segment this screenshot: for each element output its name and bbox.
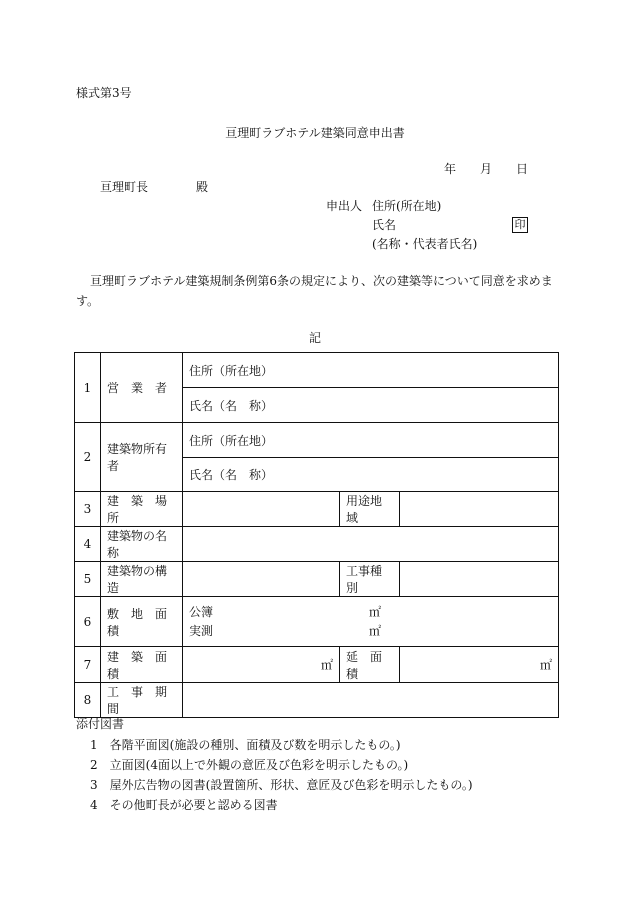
owner-name-label: 氏名（名 称） bbox=[189, 468, 274, 482]
registry-area-unit: ㎡ bbox=[369, 604, 382, 619]
applicant-label: 申出人 bbox=[326, 199, 363, 213]
structure-value-cell[interactable] bbox=[183, 562, 340, 597]
applicant-org-label: (名称・代表者氏名) bbox=[372, 237, 478, 251]
measured-area-unit: ㎡ bbox=[369, 623, 382, 638]
table-row bbox=[75, 423, 559, 458]
measured-area-label: 実測 bbox=[189, 623, 214, 638]
row-number: 4 bbox=[75, 527, 101, 562]
row-number: 5 bbox=[75, 562, 101, 597]
operator-name-label: 氏名（名 称） bbox=[189, 398, 274, 413]
applicant-address-label: 住所(所在地) bbox=[372, 199, 442, 213]
site-area-cell[interactable] bbox=[183, 597, 559, 647]
owner-address-cell[interactable] bbox=[183, 423, 559, 458]
row-label-owner: 建築物所有者 bbox=[101, 423, 183, 492]
row-label-building-area: 建 築 面 積 bbox=[101, 647, 183, 683]
form-number: 様式第3号 bbox=[76, 86, 132, 100]
table-row bbox=[75, 597, 559, 647]
registry-area-label: 公簿 bbox=[189, 604, 214, 619]
row-label-structure: 建築物の構造 bbox=[101, 562, 183, 597]
row-number: 7 bbox=[75, 647, 101, 683]
row-number: 8 bbox=[75, 683, 101, 718]
table-row bbox=[75, 492, 559, 527]
row-number: 1 bbox=[75, 353, 101, 423]
site-value-cell[interactable] bbox=[183, 492, 340, 527]
date-day-label: 日 bbox=[516, 162, 529, 176]
table-row bbox=[75, 647, 559, 683]
table-row bbox=[75, 353, 559, 388]
request-paragraph-line1: 亘理町ラブホテル建築規制条例第6条の規定により、次の建築等について同意を求めま bbox=[90, 274, 553, 288]
work-type-value-cell[interactable] bbox=[400, 562, 559, 597]
table-row bbox=[75, 527, 559, 562]
owner-name-cell[interactable] bbox=[183, 458, 559, 492]
row-label-construction-period: 工 事 期 間 bbox=[101, 683, 183, 718]
building-area-cell[interactable] bbox=[183, 647, 340, 683]
ki-heading: 記 bbox=[308, 331, 321, 345]
table-row bbox=[75, 562, 559, 597]
addressee: 亘理町長 bbox=[100, 180, 149, 194]
total-floor-area-unit: ㎡ bbox=[540, 658, 553, 672]
date-year-label: 年 bbox=[444, 162, 457, 176]
attachment-item: 3 屋外広告物の図書(設置箇所、形状、意匠及び色彩を明示したもの。) bbox=[90, 778, 473, 792]
construction-period-cell[interactable] bbox=[183, 683, 559, 718]
attachment-item: 4 その他町長が必要と認める図書 bbox=[90, 798, 278, 812]
building-name-cell[interactable] bbox=[183, 527, 559, 562]
row-label-site-area: 敷 地 面 積 bbox=[101, 597, 183, 647]
row-label-site: 建 築 場 所 bbox=[101, 492, 183, 527]
form-title: 亘理町ラブホテル建築同意申出書 bbox=[225, 126, 405, 140]
attachments-title: 添付図書 bbox=[76, 717, 125, 731]
request-paragraph-line2: す。 bbox=[76, 294, 100, 308]
attachment-item: 1 各階平面図(施設の種別、面積及び数を明示したもの。) bbox=[90, 738, 401, 752]
row-label-operator: 営 業 者 bbox=[101, 353, 183, 423]
work-type-label: 工事種別 bbox=[340, 562, 400, 597]
row-label-building-name: 建築物の名称 bbox=[101, 527, 183, 562]
seal-mark: 印 bbox=[512, 217, 528, 233]
building-area-unit: ㎡ bbox=[320, 658, 333, 672]
date-month-label: 月 bbox=[480, 162, 493, 176]
applicant-name-label: 氏名 bbox=[372, 218, 397, 232]
operator-name-cell[interactable] bbox=[183, 388, 559, 423]
operator-address-label: 住所（所在地） bbox=[189, 363, 274, 378]
zoning-value-cell[interactable] bbox=[400, 492, 559, 527]
owner-address-label: 住所（所在地） bbox=[189, 433, 274, 448]
operator-address-cell[interactable] bbox=[183, 353, 559, 388]
honorific: 殿 bbox=[196, 180, 209, 194]
total-floor-area-label: 延 面 積 bbox=[340, 647, 400, 683]
attachment-item: 2 立面図(4面以上で外観の意匠及び色彩を明示したもの。) bbox=[90, 758, 409, 772]
table-row bbox=[75, 683, 559, 718]
zoning-label: 用途地域 bbox=[340, 492, 400, 527]
row-number: 2 bbox=[75, 423, 101, 492]
application-table bbox=[74, 352, 559, 718]
row-number: 6 bbox=[75, 597, 101, 647]
row-number: 3 bbox=[75, 492, 101, 527]
total-floor-area-cell[interactable] bbox=[400, 647, 559, 683]
